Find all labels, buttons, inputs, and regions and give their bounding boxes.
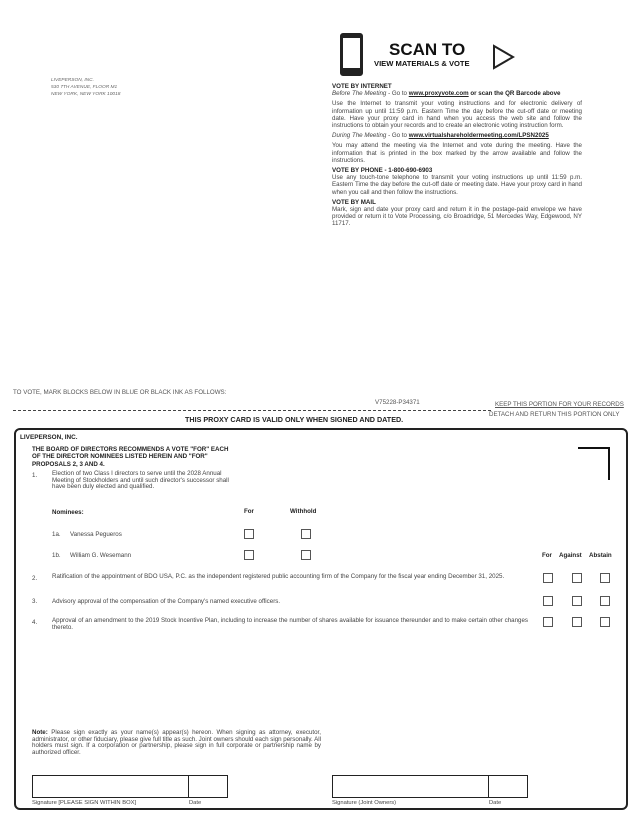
proposal-2-against-checkbox[interactable] [572, 573, 582, 583]
before-label: Before The Meeting [332, 90, 387, 98]
mail-heading: VOTE BY MAIL [332, 198, 376, 206]
proposal-num: 2. [32, 575, 38, 582]
joint-date-box[interactable] [488, 775, 528, 798]
for-header: For [542, 552, 552, 559]
note-label: Note: [32, 729, 48, 736]
nominees-label: Nominees: [52, 509, 84, 516]
proposal-2-for-checkbox[interactable] [543, 573, 553, 583]
nominee-1a-withhold-checkbox[interactable] [301, 529, 311, 539]
joint-signature-box[interactable] [332, 775, 489, 798]
date-label: Date [189, 800, 202, 806]
ink-instructions: TO VOTE, MARK BLOCKS BELOW IN BLUE OR BLACK INK AS FOLLOWS: [13, 389, 227, 396]
joint-date-label: Date [489, 800, 502, 806]
phone-heading: VOTE BY PHONE - 1-800-690-6903 [332, 167, 433, 175]
card-company: LIVEPERSON, INC. [20, 434, 78, 441]
corner-mark [578, 447, 610, 480]
nominee-1b-for-checkbox[interactable] [244, 550, 254, 560]
during-meeting [332, 132, 582, 139]
nominee-name: Vanessa Pegueros [70, 531, 122, 538]
virtual-meeting-link[interactable]: www.virtualshareholdermeeting.com/LPSN2025 [408, 132, 549, 140]
keep-portion: KEEP THIS PORTION FOR YOUR RECORDS [495, 401, 624, 408]
address-line: NEW YORK, NEW YORK 10018 [51, 92, 121, 97]
nominee-1b-withhold-checkbox[interactable] [301, 550, 311, 560]
arrow-icon [492, 44, 516, 70]
proposal-4-abstain-checkbox[interactable] [600, 617, 610, 627]
board-recommendation: THE BOARD OF DIRECTORS RECOMMENDS A VOTE "FOR" EACH OF THE DIRECTOR NOMINEES LISTED HEREIN AND "FOR" PROPOSALS 2, 3 AND 4. [32, 446, 229, 468]
during-body: You may attend the meeting via the Internet and vote during the meeting. Have the information that is printed in the box marked by the arrow available and follow the instructions. [332, 142, 582, 164]
proposal-2-abstain-checkbox[interactable] [600, 573, 610, 583]
go-to: - Go to [386, 90, 409, 98]
valid-notice: THIS PROXY CARD IS VALID ONLY WHEN SIGNED AND DATED. [185, 415, 404, 424]
signing-note [32, 730, 321, 756]
nominee-1a-for-checkbox[interactable] [244, 529, 254, 539]
item-1-num: 1. [32, 472, 38, 479]
phone-body: Use any touch-tone telephone to transmit your voting instructions up until 11:59 p.m. Eastern Time the day before the cut-off date or meeting date. Have your proxy card in hand when you call and then follow the instructions. [332, 174, 582, 196]
before-tail: or scan the QR Barcode above [468, 90, 561, 98]
nominee-name: William G. Wesemann [70, 552, 132, 559]
control-code: V75228-P34371 [375, 399, 420, 406]
proposal-text: Approval of an amendment to the 2019 Stock Incentive Plan, including to increase the number of shares available for issuance thereunder and to make certain other changes thereto. [52, 617, 528, 631]
proposal-3-for-checkbox[interactable] [543, 596, 553, 606]
date-box[interactable] [188, 775, 228, 798]
withhold-header: Withhold [290, 508, 317, 515]
proposal-4-against-checkbox[interactable] [572, 617, 582, 627]
address-line: LIVEPERSON, INC. [51, 78, 94, 83]
proposal-3-against-checkbox[interactable] [572, 596, 582, 606]
go-to: - Go to [386, 132, 409, 140]
proposal-text: Advisory approval of the compensation of the Company's named executive officers. [52, 598, 281, 605]
joint-signature-label: Signature (Joint Owners) [332, 800, 397, 806]
proposal-num: 4. [32, 619, 38, 626]
proposal-text: Ratification of the appointment of BDO USA, P.C. as the independent registered public accounting firm of the Company for the fiscal year ending December 31, 2025. [52, 573, 505, 580]
during-label: During The Meeting [332, 132, 387, 140]
note-text: Please sign exactly as your name(s) appear(s) hereon. When signing as attorney, executor, administrator, or other fiduciary, please give full title as such. Joint owners should each sign personally. All holders must sign. If a corporation or partnership, please sign in full corporate or partnership name by authorized officer. [32, 729, 322, 756]
proxyvote-link[interactable]: www.proxyvote.com [408, 90, 469, 98]
proposal-4-for-checkbox[interactable] [543, 617, 553, 627]
abstain-header: Abstain [589, 552, 612, 559]
against-header: Against [559, 552, 582, 559]
for-header: For [244, 508, 254, 515]
nominee-num: 1a. [52, 531, 61, 538]
return-address [51, 77, 120, 98]
phone-icon [340, 33, 363, 76]
scan-title: SCAN TO [389, 40, 466, 59]
voting-instructions [332, 83, 582, 228]
signature-box[interactable] [32, 775, 189, 798]
address-line: 530 7TH AVENUE, FLOOR M1 [51, 85, 118, 90]
scan-subtitle: VIEW MATERIALS & VOTE [374, 59, 470, 68]
internet-body: Use the Internet to transmit your voting instructions and for electronic delivery of information up until 11:59 p.m. Eastern Time the day before the cut-off date or meeting date. Have your proxy card in hand when you access the web site and follow the instructions to obtain your records and to create an electronic voting instruction form. [332, 100, 582, 130]
detach-portion: DETACH AND RETURN THIS PORTION ONLY [489, 411, 620, 418]
proposal-3-abstain-checkbox[interactable] [600, 596, 610, 606]
item-1-text: Election of two Class I directors to serve until the 2028 Annual Meeting of Stockholders and until such director's successor shall have been duly elected and qualified. [52, 470, 229, 491]
detach-line [13, 410, 491, 411]
internet-heading: VOTE BY INTERNET [332, 83, 392, 90]
signature-label: Signature [PLEASE SIGN WITHIN BOX] [32, 800, 137, 806]
proposal-num: 3. [32, 598, 38, 605]
nominee-num: 1b. [52, 552, 61, 559]
before-meeting [332, 90, 582, 97]
mail-body: Mark, sign and date your proxy card and return it in the postage-paid envelope we have provided or return it to Vote Processing, c/o Broadridge, 51 Mercedes Way, Edgewood, NY 11717. [332, 206, 582, 228]
